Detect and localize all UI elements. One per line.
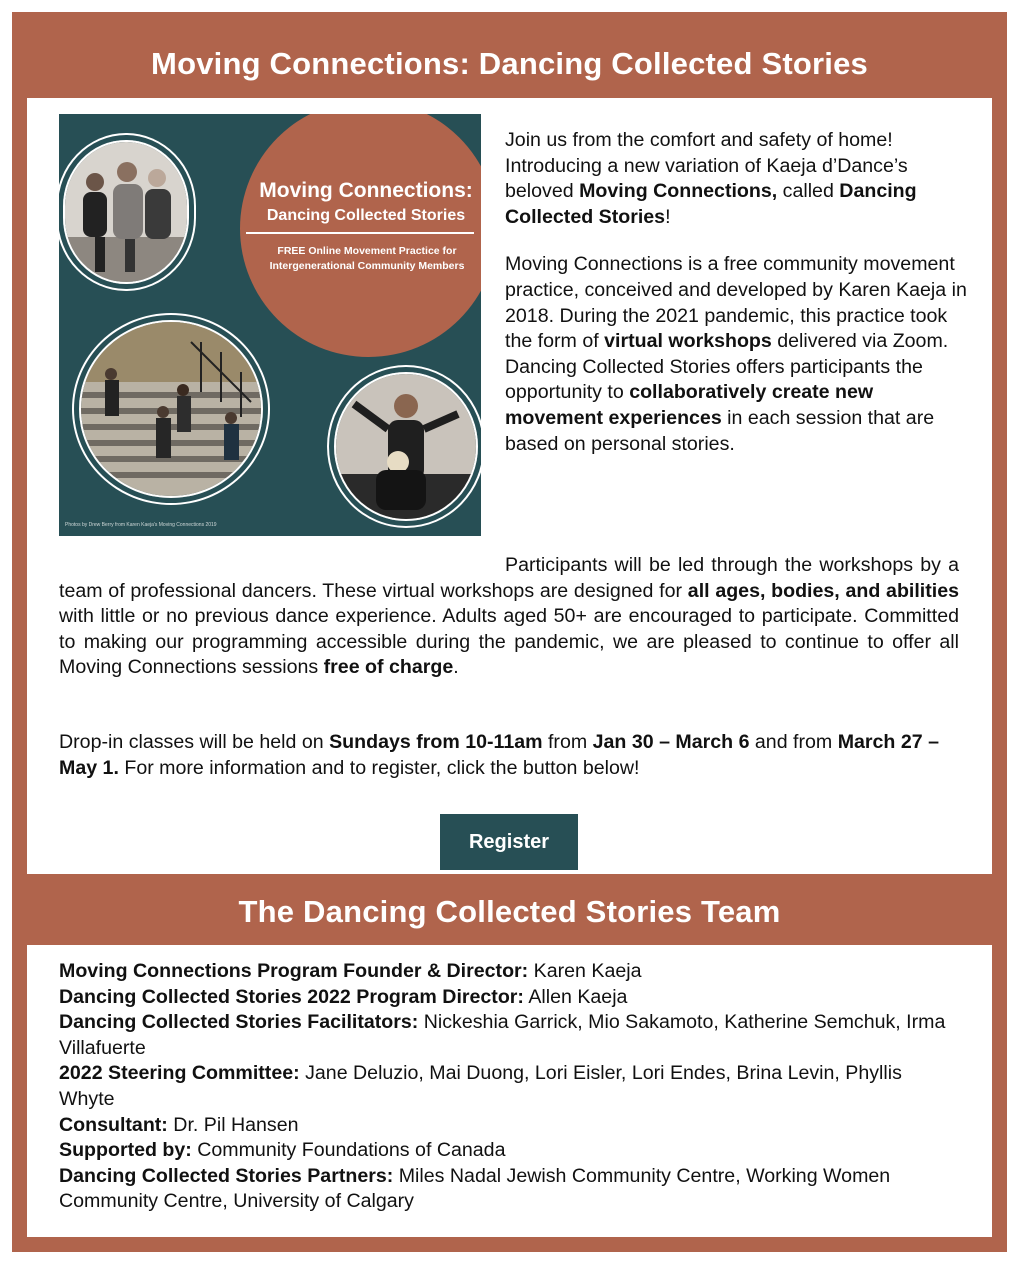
schedule-paragraph: Drop-in classes will be held on Sundays from 10-11am from Jan 30 – March 6 and from March 27 – May 1. For more information and to register, click the button below! <box>59 731 939 779</box>
team-item: Dancing Collected Stories 2022 Program Director: Allen Kaeja <box>59 985 628 1008</box>
newsletter-frame <box>12 12 1007 1252</box>
team-section-title: The Dancing Collected Stories Team <box>238 894 781 929</box>
team-item: Consultant: Dr. Pil Hansen <box>59 1113 299 1136</box>
program-panel <box>27 98 992 874</box>
promo-divider <box>246 232 474 234</box>
promo-tagline <box>249 244 481 274</box>
intro-paragraph-2: Moving Connections is a free community movement practice, conceived and developed by Karen Kaeja in 2018. During the 2021 pandemic, this practice took the form of virtual workshops delivered via Zoom. Dancing Collected Stories offers participants the opportunity to collaboratively create new movement experiences in each session that are based on personal stories. <box>505 253 967 455</box>
promo-tagline-line2: Intergenerational Community Members <box>269 260 465 273</box>
section-title: Moving Connections: Dancing Collected Stories <box>151 46 868 81</box>
team-list <box>59 959 959 1215</box>
promo-subtitle: Dancing Collected Stories <box>266 207 466 224</box>
team-item: Dancing Collected Stories Partners: Miles Nadal Jewish Community Centre, Working Women Community Centre, University of Calgary <box>59 1164 891 1213</box>
dancers-photo-studio <box>334 372 478 521</box>
promo-title: Moving Connections: <box>259 179 473 202</box>
team-item: Supported by: Community Foundations of Canada <box>59 1139 506 1162</box>
team-panel <box>27 945 992 1237</box>
team-item: 2022 Steering Committee: Jane Deluzio, Mai Duong, Lori Eisler, Lori Endes, Brina Levin, Phyllis Whyte <box>59 1062 902 1110</box>
participants-paragraph: Participants will be led through the workshops by a team of professional dancers. These virtual workshops are designed for all ages, bodies, and abilities with little or no previous dance experience. Adults aged 50+ are encouraged to participate. Committed to making our programming accessible during the pandemic, we are pleased to continue to offer all Moving Connections sessions free of charge. <box>59 554 960 679</box>
photo-credit: Photos by Drew Berry from Karen Kaeja's Moving Connections 2019 <box>65 522 217 528</box>
team-item: Moving Connections Program Founder & Director: Karen Kaeja <box>59 960 642 982</box>
promo-circle <box>240 114 481 357</box>
intro-text <box>505 128 975 479</box>
promo-graphic <box>59 114 481 536</box>
dancers-photo-group <box>63 140 189 284</box>
register-button[interactable]: Register <box>440 814 578 870</box>
team-item: Dancing Collected Stories Facilitators: Nickeshia Garrick, Mio Sakamoto, Katherine Semchuk, Irma Villafuerte <box>59 1011 946 1059</box>
promo-tagline-line1: FREE Online Movement Practice for <box>277 245 457 257</box>
intro-paragraph-1: Join us from the comfort and safety of home! Introducing a new variation of Kaeja d’Dance’s beloved Moving Connections, called Dancing Collected Stories! <box>505 129 917 228</box>
dancers-photo-stairs <box>79 320 263 498</box>
